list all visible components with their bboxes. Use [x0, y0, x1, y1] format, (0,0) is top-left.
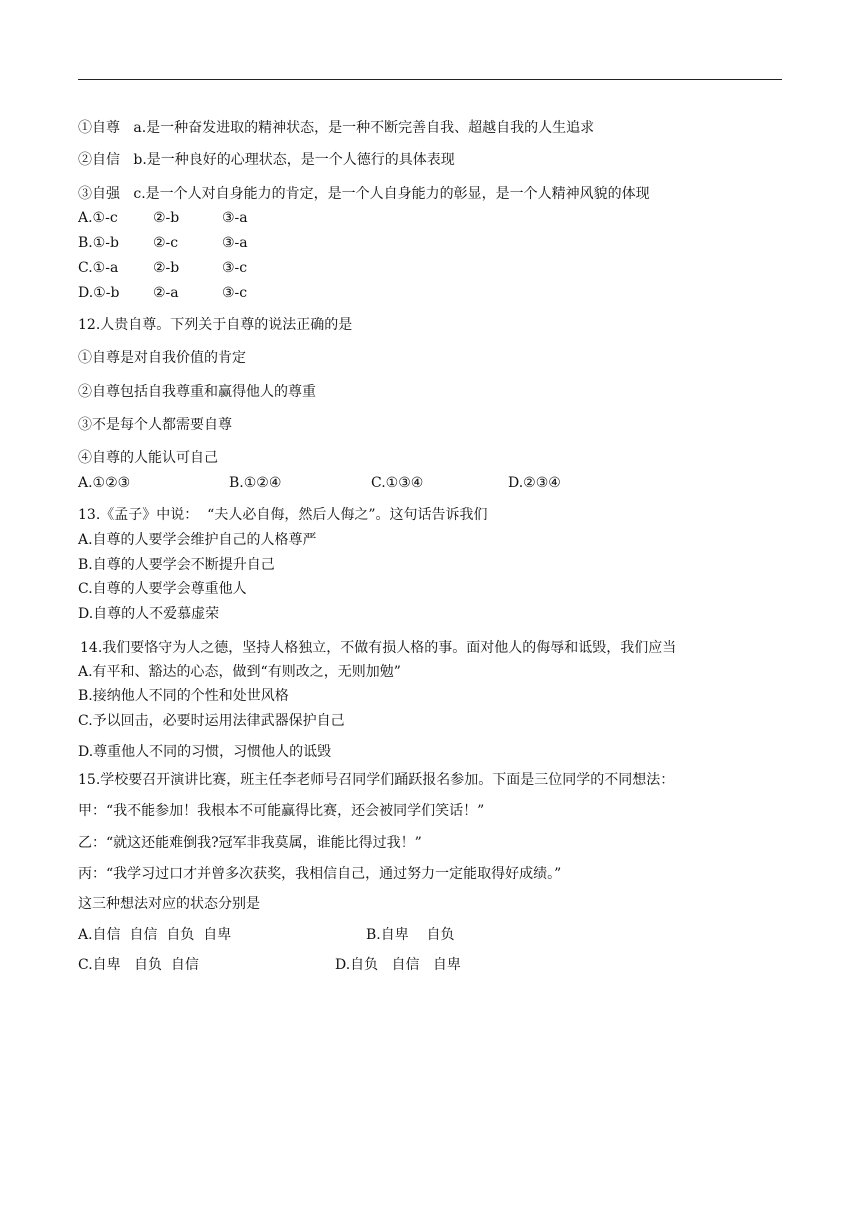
- quote-yi: 乙：“就这还能难倒我?冠军非我莫属，谁能比得过我！”: [78, 835, 422, 851]
- match-right: a.是一种奋发进取的精神状态，是一种不断完善自我、超越自我的人生追求: [133, 120, 595, 136]
- match-right: c.是一个人对自身能力的肯定，是一个人自身能力的彰显，是一个人精神风貌的体现: [133, 186, 650, 202]
- option-a: A.有平和、豁达的心态，做到“有则改之，无则加勉”: [78, 664, 401, 680]
- option-part: ②-a: [153, 285, 179, 301]
- option-c: C.自尊的人要学会尊重他人: [78, 581, 247, 597]
- option-b: B.自卑 自负: [366, 927, 455, 943]
- statement-item: ①自尊是对自我价值的肯定: [78, 350, 246, 366]
- question-13-stem: 13.《孟子》中说： “夫人必自侮，然后人侮之”。这句话告诉我们: [78, 507, 488, 523]
- option-c: C.①③④: [371, 475, 424, 491]
- match-left: ①自尊: [78, 120, 120, 136]
- option-part: B.①-b: [78, 235, 119, 251]
- option-part: ②-b: [153, 260, 180, 276]
- option-d: D.尊重他人不同的习惯，习惯他人的诋毁: [78, 744, 332, 760]
- option-part: ②-b: [153, 210, 180, 226]
- match-row: [78, 119, 594, 137]
- option-b: B.自尊的人要学会不断提升自己: [78, 557, 275, 573]
- match-row: [78, 185, 650, 203]
- option-part: ③-c: [222, 285, 248, 301]
- quote-jia: 甲：“我不能参加！我根本不可能赢得比赛，还会被同学们笑话！”: [78, 803, 485, 819]
- match-left: ③自强: [78, 186, 120, 202]
- option-d: D.自负 自信 自卑: [335, 957, 461, 973]
- option-part: ③-a: [222, 210, 248, 226]
- option-part: C.①-a: [78, 260, 119, 276]
- option-b: B.①②④: [229, 475, 282, 491]
- header-rule: [78, 79, 782, 80]
- option-d: D.②③④: [508, 475, 561, 491]
- match-left: ②自信: [78, 152, 120, 168]
- option-d: D.自尊的人不爱慕虚荣: [78, 606, 220, 622]
- option-a: A.自尊的人要学会维护自己的人格尊严: [78, 532, 317, 548]
- option-row: [78, 259, 118, 277]
- option-row: [78, 209, 118, 227]
- option-b: B.接纳他人不同的个性和处世风格: [78, 688, 289, 704]
- option-part: D.①-b: [78, 285, 120, 301]
- option-a: A.①②③: [78, 475, 131, 491]
- option-part: A.①-c: [78, 210, 118, 226]
- quote-bing: 丙：“我学习过口才并曾多次获奖，我相信自己，通过努力一定能取得好成绩。”: [78, 866, 562, 882]
- option-c: C.自卑 自负 自信: [78, 957, 199, 973]
- option-c: C.予以回击，必要时运用法律武器保护自己: [78, 713, 345, 729]
- statement-item: ②自尊包括自我尊重和赢得他人的尊重: [78, 384, 316, 400]
- option-row: [78, 234, 119, 252]
- match-right: b.是一种良好的心理状态，是一个人德行的具体表现: [133, 152, 455, 168]
- option-a: A.自信 自信 自负 自卑: [78, 927, 232, 943]
- option-row: [78, 284, 119, 302]
- question-14-stem: 14.我们要恪守为人之德，坚持人格独立，不做有损人格的事。面对他人的侮辱和诋毁，我们应当: [80, 640, 677, 656]
- statement-item: ③不是每个人都需要自尊: [78, 417, 232, 433]
- question-12-stem: 12.人贵自尊。下列关于自尊的说法正确的是: [78, 317, 353, 333]
- statement-item: ④自尊的人能认可自己: [78, 450, 218, 466]
- question-15-prompt: 这三种想法对应的状态分别是: [78, 896, 260, 912]
- match-row: [78, 151, 455, 169]
- option-part: ③-c: [222, 260, 248, 276]
- question-15-stem: 15.学校要召开演讲比赛，班主任李老师号召同学们踊跃报名参加。下面是三位同学的不同想法：: [78, 772, 675, 788]
- option-part: ③-a: [222, 235, 248, 251]
- option-part: ②-c: [153, 235, 179, 251]
